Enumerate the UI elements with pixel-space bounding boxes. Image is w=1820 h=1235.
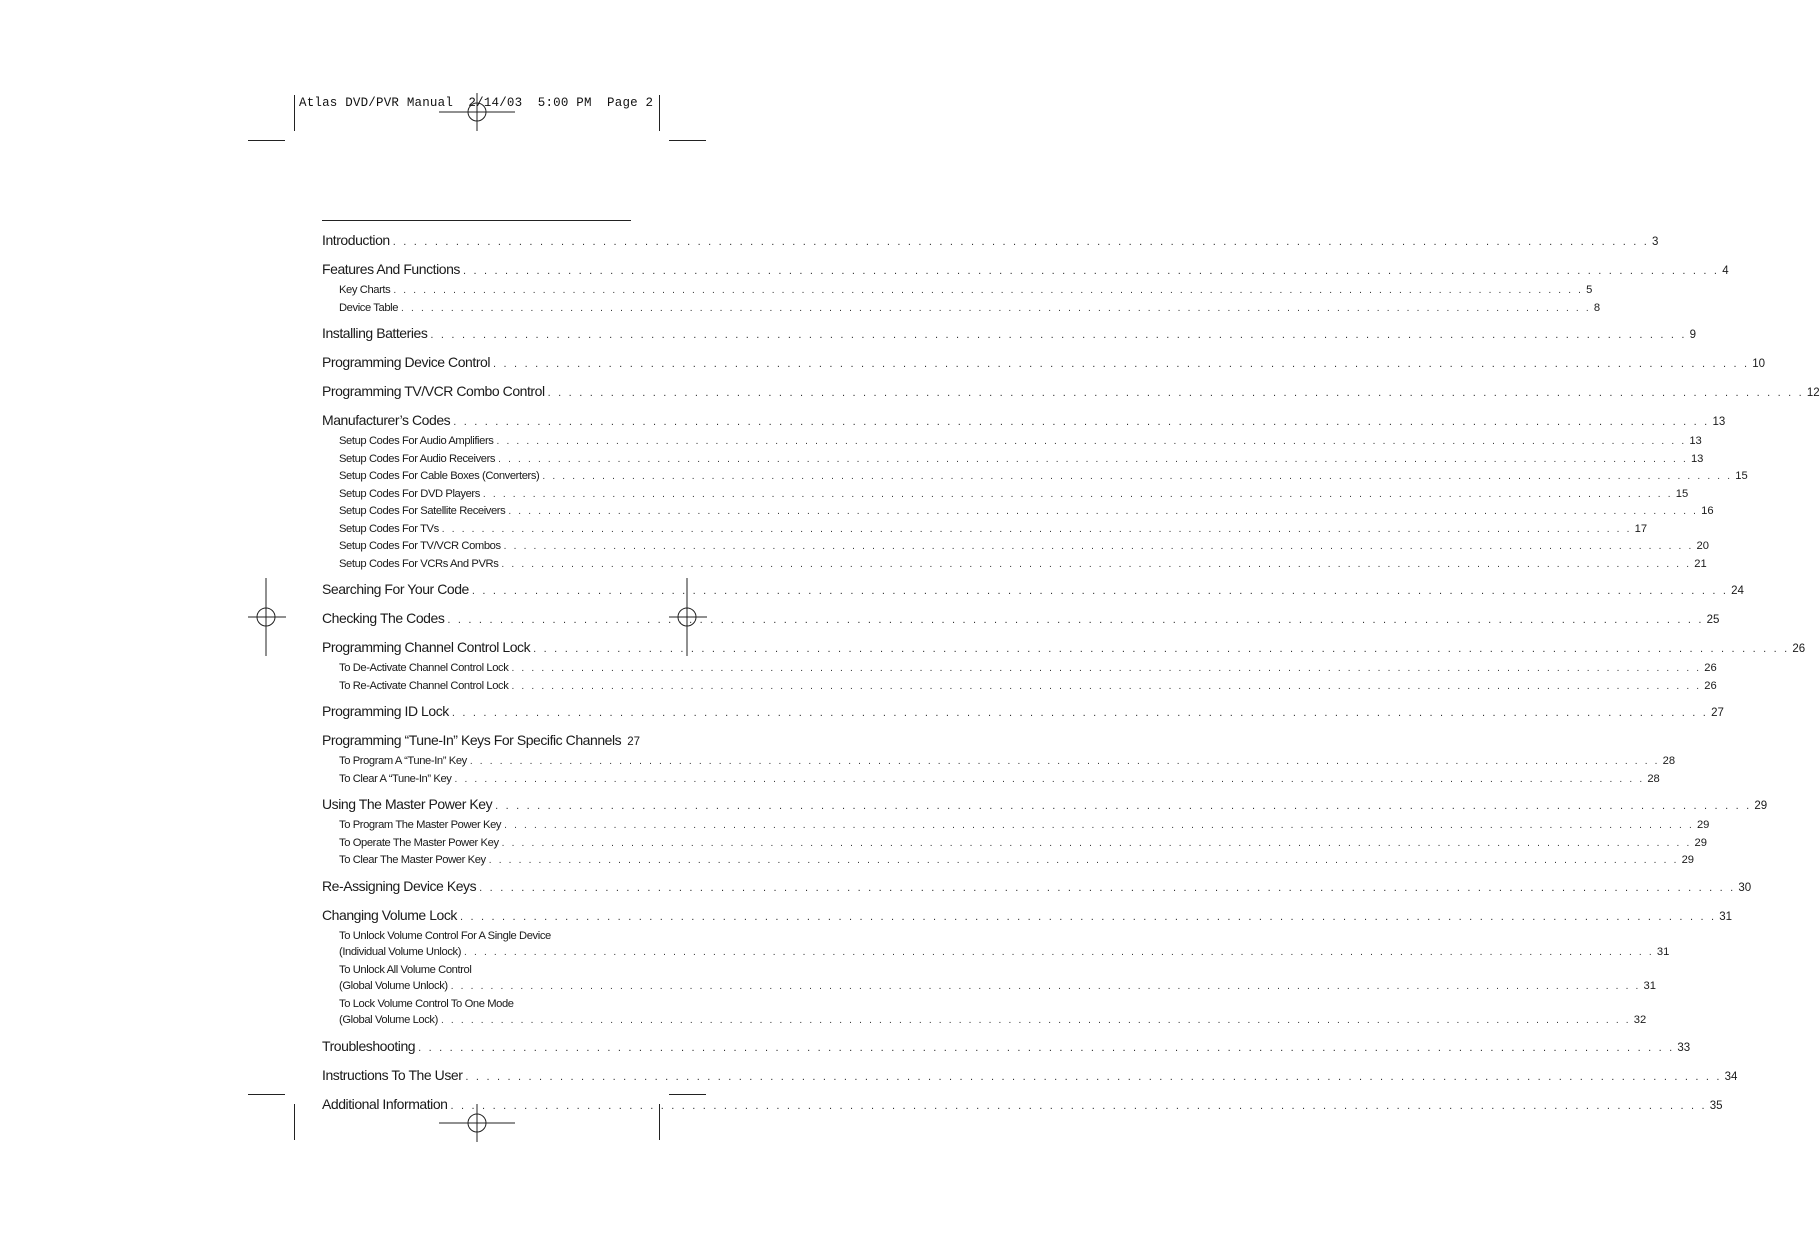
toc-page-number: 32 [1633,1014,1647,1026]
dot-leader: . . . . . . . . . . . . . . . . . . . . . . . . . . . . . . . . . . . . . . . . . . . . . . . . . . . . . . . . . . . . . . . . . . . . . . . . . . . . . . . . . . . . . . . . . . . . . . . . . . . . . . . . . . . . . . . . . . . . . . . . [393,285,1584,296]
toc-subentry-title-line: To Unlock Volume Control For A Single Device [339,929,551,942]
dot-leader: . . . . . . . . . . . . . . . . . . . . . . . . . . . . . . . . . . . . . . . . . . . . . . . . . . . . . . . . . . . . . . . . . . . . . . . . . . . . . . . . . . . . . . . . . . . . . . . . . . . . . . . . . . . . . . . . . . . . . . . . [447,614,1704,626]
crop-mark [294,1104,295,1140]
dot-leader: . . . . . . . . . . . . . . . . . . . . . . . . . . . . . . . . . . . . . . . . . . . . . . . . . . . . . . . . . . . . . . . . . . . . . . . . . . . . . . . . . . . . . . . . . . . . . . . . . . . . . . . . . . . . . . . . . . . . . . . . [511,663,1702,674]
dot-leader: . . . . . . . . . . . . . . . . . . . . . . . . . . . . . . . . . . . . . . . . . . . . . . . . . . . . . . . . . . . . . . . . . . . . . . . . . . . . . . . . . . . . . . . . . . . . . . . . . . . . . . . . . . . . . . . . . . . . . . . . [453,416,1710,428]
crop-mark [659,95,660,131]
toc-subentry-title-line: To Lock Volume Control To One Mode [339,997,514,1010]
toc-page-number: 3 [1652,236,1659,248]
dot-leader: . . . . . . . . . . . . . . . . . . . . . . . . . . . . . . . . . . . . . . . . . . . . . . . . . . . . . . . . . . . . . . . . . . . . . . . . . . . . . . . . . . . . . . . . . . . . . . . . . . . . . . . . . . . . . . . . . . . . . . . . [479,881,1736,894]
toc-subentry[interactable] [322,852,1695,870]
toc-subentry[interactable] [322,538,1709,556]
toc-page-number: 13 [1712,416,1726,428]
toc-page-number: 13 [1689,435,1702,447]
toc-subentry[interactable] [322,753,1676,771]
toc-page-number: 16 [1701,505,1714,517]
dot-leader: . . . . . . . . . . . . . . . . . . . . . . . . . . . . . . . . . . . . . . . . . . . . . . . . . . . . . . . . . . . . . . . . . . . . . . . . . . . . . . . . . . . . . . . . . . . . . . . . . . . . . . . . . . . . . . . . . . . . . . . . [547,387,1804,399]
toc-subentry[interactable] [322,817,1710,835]
toc-entry[interactable] [322,229,1659,253]
toc-page-number: 28 [1662,755,1676,767]
toc-entry[interactable] [322,578,1744,602]
toc-page-number: 33 [1677,1041,1691,1054]
toc-subentry[interactable] [322,468,1748,486]
toc-page-number: 15 [1735,470,1748,482]
toc-page-number: 17 [1634,522,1648,535]
toc-entry-title: Instructions To The User [322,1066,463,1083]
crop-mark [669,140,706,141]
toc-page-number: 31 [1656,946,1670,958]
toc-entry[interactable] [322,904,1733,928]
toc-entry-title: To Program The Master Power Key [339,819,502,831]
toc-page-number: 30 [1738,881,1752,894]
toc-page-number: 8 [1593,301,1601,314]
table-of-contents [322,220,1820,1117]
toc-page-number: 24 [1731,585,1744,597]
dot-leader: . . . . . . . . . . . . . . . . . . . . . . . . . . . . . . . . . . . . . . . . . . . . . . . . . . . . . . . . . . . . . . . . . . . . . . . . . . . . . . . . . . . . . . . . . . . . . . . . . . . . . . . . . . . . . . . . . . . . . . . . [493,358,1750,370]
toc-entry-title: Changing Volume Lock [322,906,457,923]
toc-entry-title: Setup Codes For VCRs And PVRs [339,557,499,570]
toc-page-number: 26 [1704,662,1717,674]
toc-entry-title: Setup Codes For TV/VCR Combos [339,540,501,552]
toc-subentry[interactable] [322,282,1593,300]
toc-page-number: 35 [1709,1099,1723,1112]
toc-page-number: 9 [1689,329,1697,341]
toc-entry-title: To Re-Activate Channel Control Lock [339,679,509,692]
toc-entry[interactable] [322,700,1724,724]
toc-page-number: 27 [1711,707,1724,719]
dot-leader: . . . . . . . . . . . . . . . . . . . . . . . . . . . . . . . . . . . . . . . . . . . . . . . . . . . . . . . . . . . . . . . . . . . . . . . . . . . . . . . . . . . . . . . . . . . . . . . . . . . . . . . . . . . . . . . . . . . . . . . . [450,1099,1707,1112]
toc-entry[interactable] [322,1035,1691,1059]
toc-entry[interactable] [322,380,1820,404]
toc-subentry[interactable] [322,678,1717,696]
toc-page-number: 29 [1696,819,1710,831]
toc-subentry[interactable] [322,486,1689,504]
toc-entry-title: (Global Volume Unlock) [339,980,448,992]
toc-subentry[interactable] [322,835,1707,853]
toc-subentry-title-line: To Unlock All Volume Control [339,963,472,976]
toc-subentry[interactable] [322,771,1660,789]
dot-leader: . . . . . . . . . . . . . . . . . . . . . . . . . . . . . . . . . . . . . . . . . . . . . . . . . . . . . . . . . . . . . . . . . . . . . . . . . . . . . . . . . . . . . . . . . . . . . . . . . . . . . . . . . . . . . . . . . . . . . . . . [441,523,1632,535]
toc-entry-title: Re-Assigning Device Keys [322,877,477,894]
toc-entry[interactable] [322,875,1752,899]
toc-page-number: 13 [1690,452,1704,465]
toc-entry[interactable] [322,1064,1738,1088]
dot-leader: . . . . . . . . . . . . . . . . . . . . . . . . . . . . . . . . . . . . . . . . . . . . . . . . . . . . . . . . . . . . . . . . . . . . . . . . . . . . . . . . . . . . . . . . . . . . . . . . . . . . . . . . . . . . . . . . . . . . . . . . [496,436,1687,447]
toc-entry-title: To Clear The Master Power Key [339,854,486,866]
toc-page-number: 27 [627,736,641,748]
toc-entry[interactable] [322,1093,1723,1117]
crop-mark [248,140,285,141]
toc-entry-title: (Individual Volume Unlock) [339,946,462,958]
dot-leader: . . . . . . . . . . . . . . . . . . . . . . . . . . . . . . . . . . . . . . . . . . . . . . . . . . . . . . . . . . . . . . . . . . . . . . . . . . . . . . . . . . . . . . . . . . . . . . . . . . . . . . . . . . . . . . . . . . . . . . . . [495,800,1752,812]
toc-entry-title: Checking The Codes [322,610,445,626]
toc-entry-title: Introduction [322,232,390,248]
toc-subentry[interactable] [322,660,1717,678]
toc-entry-title: Setup Codes For TVs [339,522,439,535]
toc-entry-title: To Program A “Tune-In” Key [339,755,467,767]
toc-entry-title: Device Table [339,301,399,314]
dot-leader: . . . . . . . . . . . . . . . . . . . . . . . . . . . . . . . . . . . . . . . . . . . . . . . . . . . . . . . . . . . . . . . . . . . . . . . . . . . . . . . . . . . . . . . . . . . . . . . . . . . . . . . . . . . . . . . . . . . . . . . . [511,680,1702,692]
dot-leader: . . . . . . . . . . . . . . . . . . . . . . . . . . . . . . . . . . . . . . . . . . . . . . . . . . . . . . . . . . . . . . . . . . . . . . . . . . . . . . . . . . . . . . . . . . . . . . . . . . . . . . . . . . . . . . . . . . . . . . . . [469,756,1660,767]
dot-leader: . . . . . . . . . . . . . . . . . . . . . . . . . . . . . . . . . . . . . . . . . . . . . . . . . . . . . . . . . . . . . . . . . . . . . . . . . . . . . . . . . . . . . . . . . . . . . . . . . . . . . . . . . . . . . . . . . . . . . . . . [440,1015,1631,1026]
toc-entry-title: Features And Functions [322,261,460,277]
dot-leader: . . . . . . . . . . . . . . . . . . . . . . . . . . . . . . . . . . . . . . . . . . . . . . . . . . . . . . . . . . . . . . . . . . . . . . . . . . . . . . . . . . . . . . . . . . . . . . . . . . . . . . . . . . . . . . . . . . . . . . . . [542,471,1733,482]
dot-leader: . . . . . . . . . . . . . . . . . . . . . . . . . . . . . . . . . . . . . . . . . . . . . . . . . . . . . . . . . . . . . . . . . . . . . . . . . . . . . . . . . . . . . . . . . . . . . . . . . . . . . . . . . . . . . . . . . . . . . . . . [464,947,1654,958]
toc-page-number: 12 [1806,387,1820,399]
dot-leader: . . . . . . . . . . . . . . . . . . . . . . . . . . . . . . . . . . . . . . . . . . . . . . . . . . . . . . . . . . . . . . . . . . . . . . . . . . . . . . . . . . . . . . . . . . . . . . . . . . . . . . . . . . . . . . . . . . . . . . . . [501,558,1692,570]
toc-entry-title: (Global Volume Lock) [339,1014,438,1026]
dot-leader: . . . . . . . . . . . . . . . . . . . . . . . . . . . . . . . . . . . . . . . . . . . . . . . . . . . . . . . . . . . . . . . . . . . . . . . . . . . . . . . . . . . . . . . . . . . . . . . . . . . . . . . . . . . . . . . . . . . . . . . . [501,837,1692,849]
dot-leader: . . . . . . . . . . . . . . . . . . . . . . . . . . . . . . . . . . . . . . . . . . . . . . . . . . . . . . . . . . . . . . . . . . . . . . . . . . . . . . . . . . . . . . . . . . . . . . . . . . . . . . . . . . . . . . . . . . . . . . . . [533,643,1790,655]
toc-page-number: 15 [1675,487,1689,500]
toc-entry-title: Setup Codes For Audio Amplifiers [339,435,494,447]
toc-page-number: 29 [1754,800,1768,812]
toc-page-number: 31 [1643,980,1656,992]
toc-entry-title: Installing Batteries [322,325,428,341]
toc-entry-title: Manufacturer’s Codes [322,412,451,428]
print-slug-line: Atlas DVD/PVR Manual 2/14/03 5:00 PM Page 2 [299,96,654,110]
dot-leader: . . . . . . . . . . . . . . . . . . . . . . . . . . . . . . . . . . . . . . . . . . . . . . . . . . . . . . . . . . . . . . . . . . . . . . . . . . . . . . . . . . . . . . . . . . . . . . . . . . . . . . . . . . . . . . . . . . . . . . . . [508,506,1699,517]
toc-entry-title: Using The Master Power Key [322,796,493,812]
toc-entry-title: Setup Codes For Cable Boxes (Converters) [339,470,540,482]
toc-subentry[interactable] [322,300,1601,318]
toc-page-number: 4 [1722,265,1729,277]
toc-entry-title: Setup Codes For DVD Players [339,487,480,500]
registration-mark-top-icon [437,93,517,131]
toc-page-number: 26 [1792,643,1806,655]
dot-leader: . . . . . . . . . . . . . . . . . . . . . . . . . . . . . . . . . . . . . . . . . . . . . . . . . . . . . . . . . . . . . . . . . . . . . . . . . . . . . . . . . . . . . . . . . . . . . . . . . . . . . . . . . . . . . . . . . . . . . . . . [450,981,1641,992]
dot-leader: . . . . . . . . . . . . . . . . . . . . . . . . . . . . . . . . . . . . . . . . . . . . . . . . . . . . . . . . . . . . . . . . . . . . . . . . . . . . . . . . . . . . . . . . . . . . . . . . . . . . . . . . . . . . . . . . . . . . . . . . [488,855,1679,866]
toc-page-number: 34 [1724,1070,1738,1083]
dot-leader: . . . . . . . . . . . . . . . . . . . . . . . . . . . . . . . . . . . . . . . . . . . . . . . . . . . . . . . . . . . . . . . . . . . . . . . . . . . . . . . . . . . . . . . . . . . . . . . . . . . . . . . . . . . . . . . . . . . . . . . . [401,302,1591,314]
toc-entry-title: Programming ID Lock [322,703,449,719]
toc-subentry[interactable] [322,503,1714,521]
dot-leader: . . . . . . . . . . . . . . . . . . . . . . . . . . . . . . . . . . . . . . . . . . . . . . . . . . . . . . . . . . . . . . . . . . . . . . . . . . . . . . . . . . . . . . . . . . . . . . . . . . . . . . . . . . . . . . . . . . . . . . . . [430,329,1687,341]
dot-leader: . . . . . . . . . . . . . . . . . . . . . . . . . . . . . . . . . . . . . . . . . . . . . . . . . . . . . . . . . . . . . . . . . . . . . . . . . . . . . . . . . . . . . . . . . . . . . . . . . . . . . . . . . . . . . . . . . . . . . . . . [451,707,1709,719]
dot-leader: . . . . . . . . . . . . . . . . . . . . . . . . . . . . . . . . . . . . . . . . . . . . . . . . . . . . . . . . . . . . . . . . . . . . . . . . . . . . . . . . . . . . . . . . . . . . . . . . . . . . . . . . . . . . . . . . . . . . . . . . [503,541,1694,552]
dot-leader: . . . . . . . . . . . . . . . . . . . . . . . . . . . . . . . . . . . . . . . . . . . . . . . . . . . . . . . . . . . . . . . . . . . . . . . . . . . . . . . . . . . . . . . . . . . . . . . . . . . . . . . . . . . . . . . . . . . . . . . . [465,1070,1722,1083]
toc-subentry[interactable] [322,978,1656,996]
toc-entry-title: Additional Information [322,1095,448,1112]
toc-subentry[interactable] [322,944,1670,962]
toc-page-number: 26 [1704,679,1717,692]
toc-entry[interactable] [322,322,1697,346]
dot-leader: . . . . . . . . . . . . . . . . . . . . . . . . . . . . . . . . . . . . . . . . . . . . . . . . . . . . . . . . . . . . . . . . . . . . . . . . . . . . . . . . . . . . . . . . . . . . . . . . . . . . . . . . . . . . . . . . . . . . . . . . [454,773,1645,785]
toc-entry-title: Programming Device Control [322,354,491,370]
toc-page-number: 25 [1706,614,1720,626]
toc-list [322,221,1820,1117]
dot-leader: . . . . . . . . . . . . . . . . . . . . . . . . . . . . . . . . . . . . . . . . . . . . . . . . . . . . . . . . . . . . . . . . . . . . . . . . . . . . . . . . . . . . . . . . . . . . . . . . . . . . . . . . . . . . . . . . . . . . . . . . [498,453,1688,465]
registration-mark-left-icon [248,578,286,656]
dot-leader: . . . . . . . . . . . . . . . . . . . . . . . . . . . . . . . . . . . . . . . . . . . . . . . . . . . . . . . . . . . . . . . . . . . . . . . . . . . . . . . . . . . . . . . . . . . . . . . . . . . . . . . . . . . . . . . . . . . . . . . . [392,236,1649,248]
toc-page-number: 28 [1647,772,1660,785]
toc-entry-title: Setup Codes For Audio Receivers [339,452,496,465]
toc-entry-title: To Clear A “Tune-In” Key [339,772,452,785]
toc-entry[interactable] [322,409,1726,433]
toc-entry-title: Searching For Your Code [322,581,469,597]
crop-mark [248,1094,285,1095]
toc-subentry[interactable] [322,1012,1647,1030]
toc-page-number: 21 [1694,557,1707,570]
toc-entry-title: Programming TV/VCR Combo Control [322,383,545,399]
toc-page-number: 20 [1696,540,1709,552]
toc-page-number: 31 [1719,910,1733,923]
dot-leader: . . . . . . . . . . . . . . . . . . . . . . . . . . . . . . . . . . . . . . . . . . . . . . . . . . . . . . . . . . . . . . . . . . . . . . . . . . . . . . . . . . . . . . . . . . . . . . . . . . . . . . . . . . . . . . . . . . . . . . . . [482,488,1673,500]
toc-subentry[interactable] [322,451,1704,469]
toc-entry-title: Setup Codes For Satellite Receivers [339,505,506,517]
toc-entry-title: Programming “Tune-In” Keys For Specific Channels [322,732,622,748]
dot-leader: . . . . . . . . . . . . . . . . . . . . . . . . . . . . . . . . . . . . . . . . . . . . . . . . . . . . . . . . . . . . . . . . . . . . . . . . . . . . . . . . . . . . . . . . . . . . . . . . . . . . . . . . . . . . . . . . . . . . . . . . [418,1041,1675,1054]
toc-entry[interactable] [322,793,1768,817]
toc-entry-title: Programming Channel Control Lock [322,639,531,655]
dot-leader: . . . . . . . . . . . . . . . . . . . . . . . . . . . . . . . . . . . . . . . . . . . . . . . . . . . . . . . . . . . . . . . . . . . . . . . . . . . . . . . . . . . . . . . . . . . . . . . . . . . . . . . . . . . . . . . . . . . . . . . . [462,265,1720,277]
toc-page-number: 29 [1681,854,1695,866]
toc-subentry[interactable] [322,556,1707,574]
toc-entry-title: To De-Activate Channel Control Lock [339,662,509,674]
toc-entry-title: To Operate The Master Power Key [339,836,499,849]
dot-leader: . . . . . . . . . . . . . . . . . . . . . . . . . . . . . . . . . . . . . . . . . . . . . . . . . . . . . . . . . . . . . . . . . . . . . . . . . . . . . . . . . . . . . . . . . . . . . . . . . . . . . . . . . . . . . . . . . . . . . . . . [471,585,1729,597]
toc-entry[interactable] [322,351,1766,375]
toc-subentry[interactable] [322,521,1648,539]
dot-leader: . . . . . . . . . . . . . . . . . . . . . . . . . . . . . . . . . . . . . . . . . . . . . . . . . . . . . . . . . . . . . . . . . . . . . . . . . . . . . . . . . . . . . . . . . . . . . . . . . . . . . . . . . . . . . . . . . . . . . . . . [460,910,1717,923]
toc-entry-title: Troubleshooting [322,1037,416,1054]
toc-entry[interactable] [322,729,641,753]
crop-mark [294,95,295,131]
dot-leader: . . . . . . . . . . . . . . . . . . . . . . . . . . . . . . . . . . . . . . . . . . . . . . . . . . . . . . . . . . . . . . . . . . . . . . . . . . . . . . . . . . . . . . . . . . . . . . . . . . . . . . . . . . . . . . . . . . . . . . . . [504,820,1694,831]
toc-entry[interactable] [322,258,1729,282]
toc-entry[interactable] [322,607,1720,631]
toc-page-number: 5 [1586,284,1593,296]
toc-page-number: 10 [1752,358,1766,370]
toc-entry[interactable] [322,636,1806,660]
toc-entry-title: Key Charts [339,284,391,296]
toc-page-number: 29 [1694,836,1707,849]
toc-subentry[interactable] [322,433,1702,451]
